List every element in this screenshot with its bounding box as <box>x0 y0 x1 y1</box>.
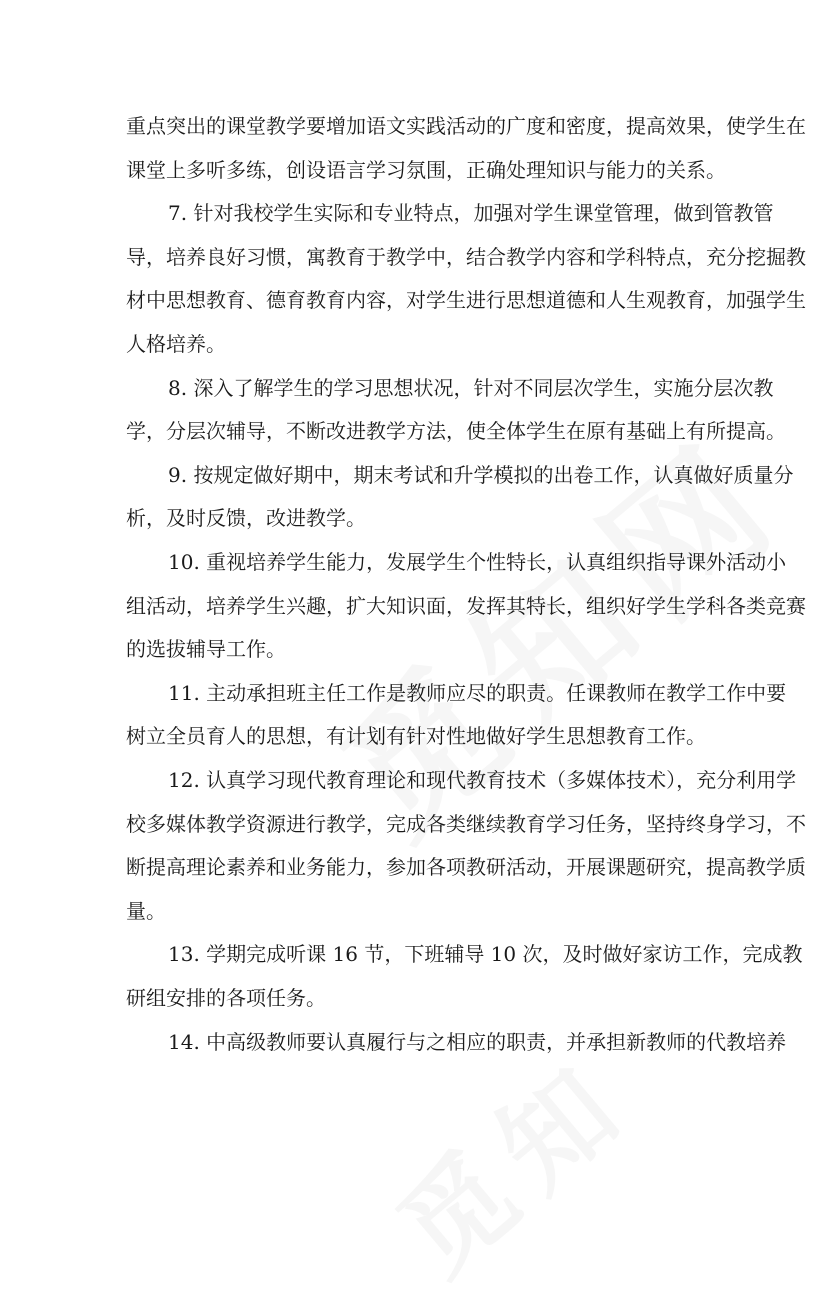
text-line: 断提高理论素养和业务能力，参加各项教研活动，开展课题研究，提高教学质 <box>126 855 806 880</box>
text-line: 人格培养。 <box>126 332 226 356</box>
text-line: 7. 针对我校学生实际和专业特点，加强对学生课堂管理，做到管教管 <box>168 201 774 226</box>
text-line: 量。 <box>126 898 166 923</box>
watermark <box>290 381 820 874</box>
text-line: 14. 中高级教师要认真履行与之相应的职责，并承担新教师的代教培养 <box>168 1029 787 1054</box>
text-line: 组活动，培养学生兴趣，扩大知识面，发挥其特长，组织好学生学科各类竞赛 <box>126 593 806 618</box>
text-line: 材中思想教育、德育教育内容，对学生进行思想道德和人生观教育，加强学生 <box>126 288 806 313</box>
text-line: 导，培养良好习惯，寓教育于教学中，结合教学内容和学科特点，充分挖掘教 <box>126 244 806 269</box>
text-line: 课堂上多听多练，创设语言学习氛围，正确处理知识与能力的关系。 <box>126 157 726 182</box>
text-line: 12. 认真学习现代教育理论和现代教育技术（多媒体技术），充分利用学 <box>168 768 797 792</box>
text-line: 重点突出的课堂教学要增加语文实践活动的广度和密度，提高效果，使学生在 <box>126 114 806 138</box>
text-line: 10. 重视培养学生能力，发展学生个性特长，认真组织指导课外活动小 <box>168 550 787 574</box>
text-line: 学，分层次辅导，不断改进教学方法，使全体学生在原有基础上有所提高。 <box>126 419 786 444</box>
text-line: 研组安排的各项任务。 <box>126 986 326 1010</box>
text-line: 析，及时反馈，改进教学。 <box>126 506 366 531</box>
text-line: 9. 按规定做好期中，期末考试和升学模拟的出卷工作，认真做好质量分 <box>168 462 794 487</box>
text-line: 的选拔辅导工作。 <box>126 637 286 662</box>
text-line: 树立全员育人的思想，有计划有针对性地做好学生思想教育工作。 <box>126 724 706 749</box>
watermark <box>360 1015 661 1303</box>
text-line: 校多媒体教学资源进行教学，完成各类继续教育学习任务，坚持终身学习，不 <box>126 811 806 836</box>
text-line: 13. 学期完成听课 16 节，下班辅导 10 次，及时做好家访工作，完成教 <box>168 942 803 967</box>
text-line: 8. 深入了解学生的学习思想状况，针对不同层次学生，实施分层次教 <box>168 375 774 400</box>
text-line: 11. 主动承担班主任工作是教师应尽的职责。任课教师在教学工作中要 <box>168 680 787 705</box>
